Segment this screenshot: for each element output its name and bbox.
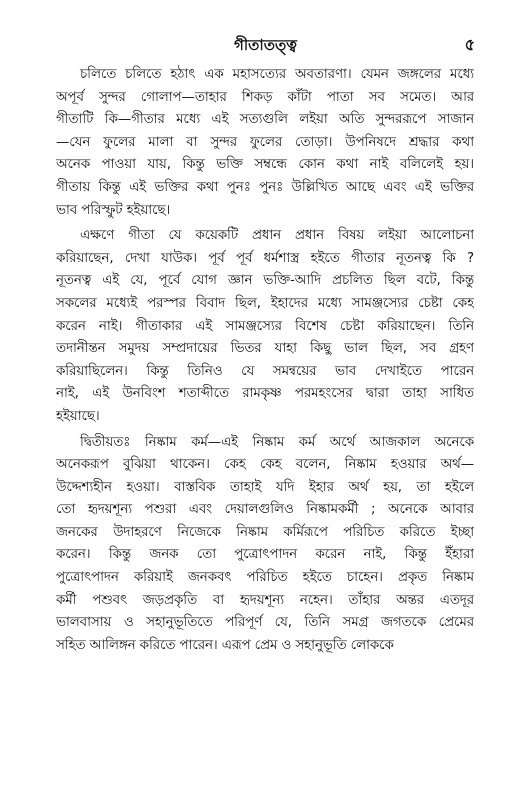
text-line: চলিতে চলিতে হঠাৎ এক মহাসত্যের অবতারণা। যেমন জঙ্গলের মধ্যে bbox=[80, 67, 474, 82]
page-header bbox=[56, 34, 475, 56]
text-line: করেন। কিন্তু জনক তো পুত্রোৎপাদন করেন নাই, কিন্তু ইঁহারা bbox=[56, 547, 474, 563]
text-line: কর্মী পশুবৎ জড়প্রকৃতি বা হৃদয়শূন্য নহেন। তাঁহার অন্তর এতদূর bbox=[56, 592, 474, 608]
text-line: করিয়াছিলেন। কিন্তু তিনিও যে সমন্বয়ের ভাব দেখাইতে পারেন bbox=[56, 363, 474, 379]
text-line: এক্ষণে গীতা যে কয়েকটি প্রধান প্রধান বিষয় লইয়া আলোচনা bbox=[80, 228, 474, 244]
text-line: জনকের উদাহরণে নিজেকে নিষ্কাম কর্মিরূপে পরিচিত করিতে ইচ্ছা bbox=[56, 524, 474, 540]
running-title: গীতাতত্ত্ব bbox=[234, 36, 297, 54]
text-line: করেন নাই। গীতাকার এই সামঞ্জস্যের বিশেষ চেষ্টা করিয়াছেন। তিনি bbox=[56, 318, 474, 334]
text-line: করিয়াছেন, দেখা যাউক। পূর্ব পূর্ব ধর্মশাস্ত্র হইতে গীতার নূতনত্ব কি ? bbox=[56, 250, 474, 266]
text-line: অপূর্ব সুন্দর গোলাপ—তাহার শিকড় কাঁটা পাতা সব সমেত। আর bbox=[56, 89, 474, 105]
body-text bbox=[56, 64, 474, 657]
paragraph bbox=[56, 225, 474, 428]
text-line: নূতনত্ব এই যে, পূর্বে যোগ জ্ঞান ভক্তি-আদি প্রচলিত ছিল বটে, কিন্তু bbox=[56, 273, 474, 289]
text-line: হইয়াছে। bbox=[56, 408, 100, 424]
text-line: সকলের মধ্যেই পরস্পর বিবাদ ছিল, ইহাদের মধ্যে সামঞ্জস্যের চেষ্টা কেহ bbox=[56, 295, 474, 311]
text-line: গীতাটি কি—গীতার মধ্যে এই সত্যগুলি লইয়া অতি সুন্দররূপে সাজান bbox=[56, 112, 474, 128]
text-line: ভালবাসায় ও সহানুভূতিতে পরিপূর্ণ যে, তিনি সমগ্র জগতকে প্রেমের bbox=[56, 615, 474, 631]
text-line: তদানীন্তন সমুদয় সম্প্রদায়ের ভিতর যাহা কিছু ভাল ছিল, সব গ্রহণ bbox=[56, 341, 474, 357]
page-number: ৫ bbox=[464, 35, 475, 54]
text-line: নাই, এই উনবিংশ শতাব্দীতে রামকৃষ্ণ পরমহংসের দ্বারা তাহা সাধিত bbox=[56, 386, 474, 402]
paragraph bbox=[56, 432, 474, 658]
text-line: অনেক পাওয়া যায়, কিন্তু ভক্তি সম্বন্ধে কোন কথা নাই বলিলেই হয়। bbox=[56, 157, 474, 173]
text-line: সহিত আলিঙ্গন করিতে পারেন। এরূপ প্রেম ও সহানুভূতি লোককে bbox=[56, 637, 394, 653]
text-line: উদ্দেশ্যহীন হওয়া। বাস্তবিক তাহাই যদি ইহার অর্থ হয়, তা হইলে bbox=[56, 479, 474, 495]
text-line: তো হৃদয়শূন্য পশুরা এবং দেয়ালগুলিও নিষ্কামকর্মী ; অনেকে আবার bbox=[56, 502, 474, 518]
text-line: অনেকরূপ বুঝিয়া থাকেন। কেহ কেহ বলেন, নিষ্কাম হওয়ার অর্থ— bbox=[56, 457, 474, 473]
text-line: গীতায় কিন্তু এই ভক্তির কথা পুনঃ পুনঃ উল্লিখিত আছে এবং এই ভক্তির bbox=[56, 179, 474, 195]
text-line: ভাব পরিস্ফুট হইয়াছে। bbox=[56, 202, 171, 218]
text-line: পুত্রোৎপাদন করিয়াই জনকবৎ পরিচিত হইতে চাহেন। প্রকৃত নিষ্কাম bbox=[56, 570, 474, 586]
text-line: —যেন ফুলের মালা বা সুন্দর ফুলের তোড়া। উপনিষদে শ্রদ্ধার কথা bbox=[56, 134, 474, 150]
paragraph bbox=[56, 64, 474, 222]
text-line: দ্বিতীয়তঃ নিষ্কাম কর্ম—এই নিষ্কাম কর্ম অর্থে আজকাল অনেকে bbox=[80, 434, 474, 450]
